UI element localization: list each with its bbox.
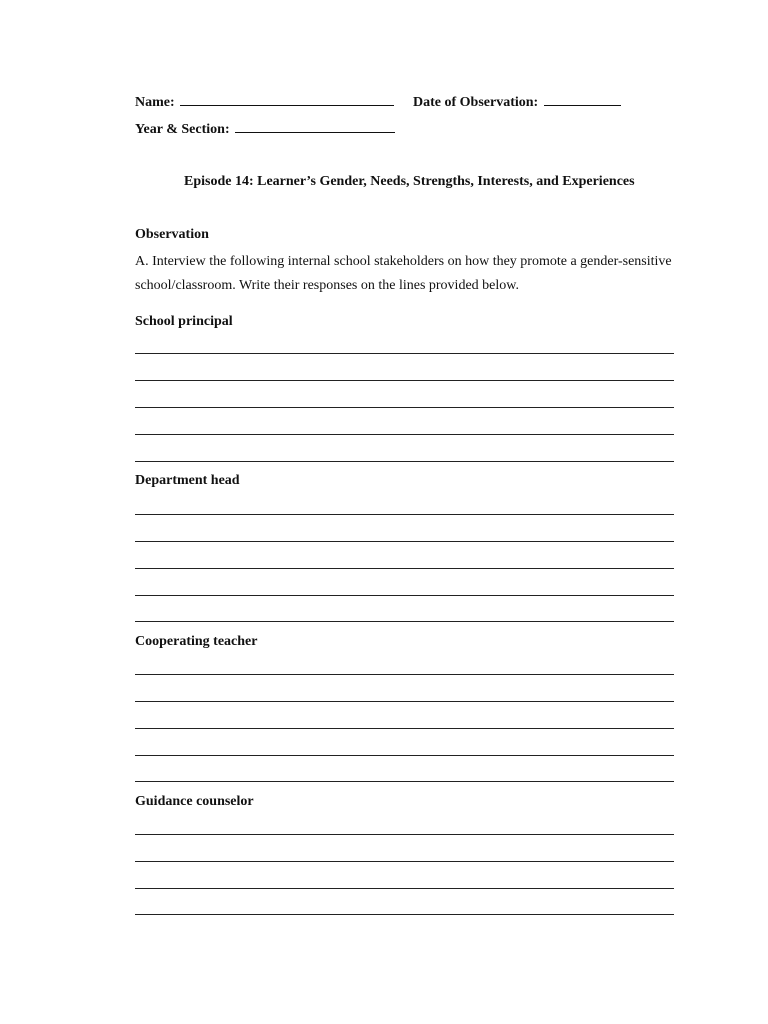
date-label: Date of Observation: <box>413 95 539 110</box>
section-label-school-principal: School principal <box>135 314 233 329</box>
instruction-line-2: school/classroom. Write their responses on the lines provided below. <box>135 278 519 293</box>
answer-line[interactable] <box>135 380 674 381</box>
answer-line[interactable] <box>135 701 674 702</box>
answer-line[interactable] <box>135 834 674 835</box>
answer-line[interactable] <box>135 514 674 515</box>
answer-line[interactable] <box>135 621 674 622</box>
date-field[interactable] <box>544 92 621 106</box>
answer-line[interactable] <box>135 888 674 889</box>
answer-line[interactable] <box>135 353 674 354</box>
year-section-field[interactable] <box>235 119 395 133</box>
answer-line[interactable] <box>135 434 674 435</box>
answer-line[interactable] <box>135 861 674 862</box>
year-section-label: Year & Section: <box>135 122 230 137</box>
name-field[interactable] <box>180 92 394 106</box>
answer-line[interactable] <box>135 461 674 462</box>
answer-line[interactable] <box>135 568 674 569</box>
section-label-guidance-counselor: Guidance counselor <box>135 794 254 809</box>
answer-line[interactable] <box>135 595 674 596</box>
observation-heading: Observation <box>135 227 209 242</box>
name-row <box>135 92 394 112</box>
answer-line[interactable] <box>135 728 674 729</box>
answer-line[interactable] <box>135 755 674 756</box>
year-section-row <box>135 119 395 139</box>
date-row <box>413 92 621 112</box>
answer-line[interactable] <box>135 407 674 408</box>
answer-line[interactable] <box>135 674 674 675</box>
answer-line[interactable] <box>135 914 674 915</box>
section-label-department-head: Department head <box>135 473 240 488</box>
section-label-cooperating-teacher: Cooperating teacher <box>135 634 258 649</box>
document-title: Episode 14: Learner’s Gender, Needs, Strengths, Interests, and Experiences <box>184 174 635 189</box>
answer-line[interactable] <box>135 541 674 542</box>
answer-line[interactable] <box>135 781 674 782</box>
instruction-line-1: A. Interview the following internal school stakeholders on how they promote a gender-sensitive <box>135 254 672 269</box>
name-label: Name: <box>135 95 175 110</box>
